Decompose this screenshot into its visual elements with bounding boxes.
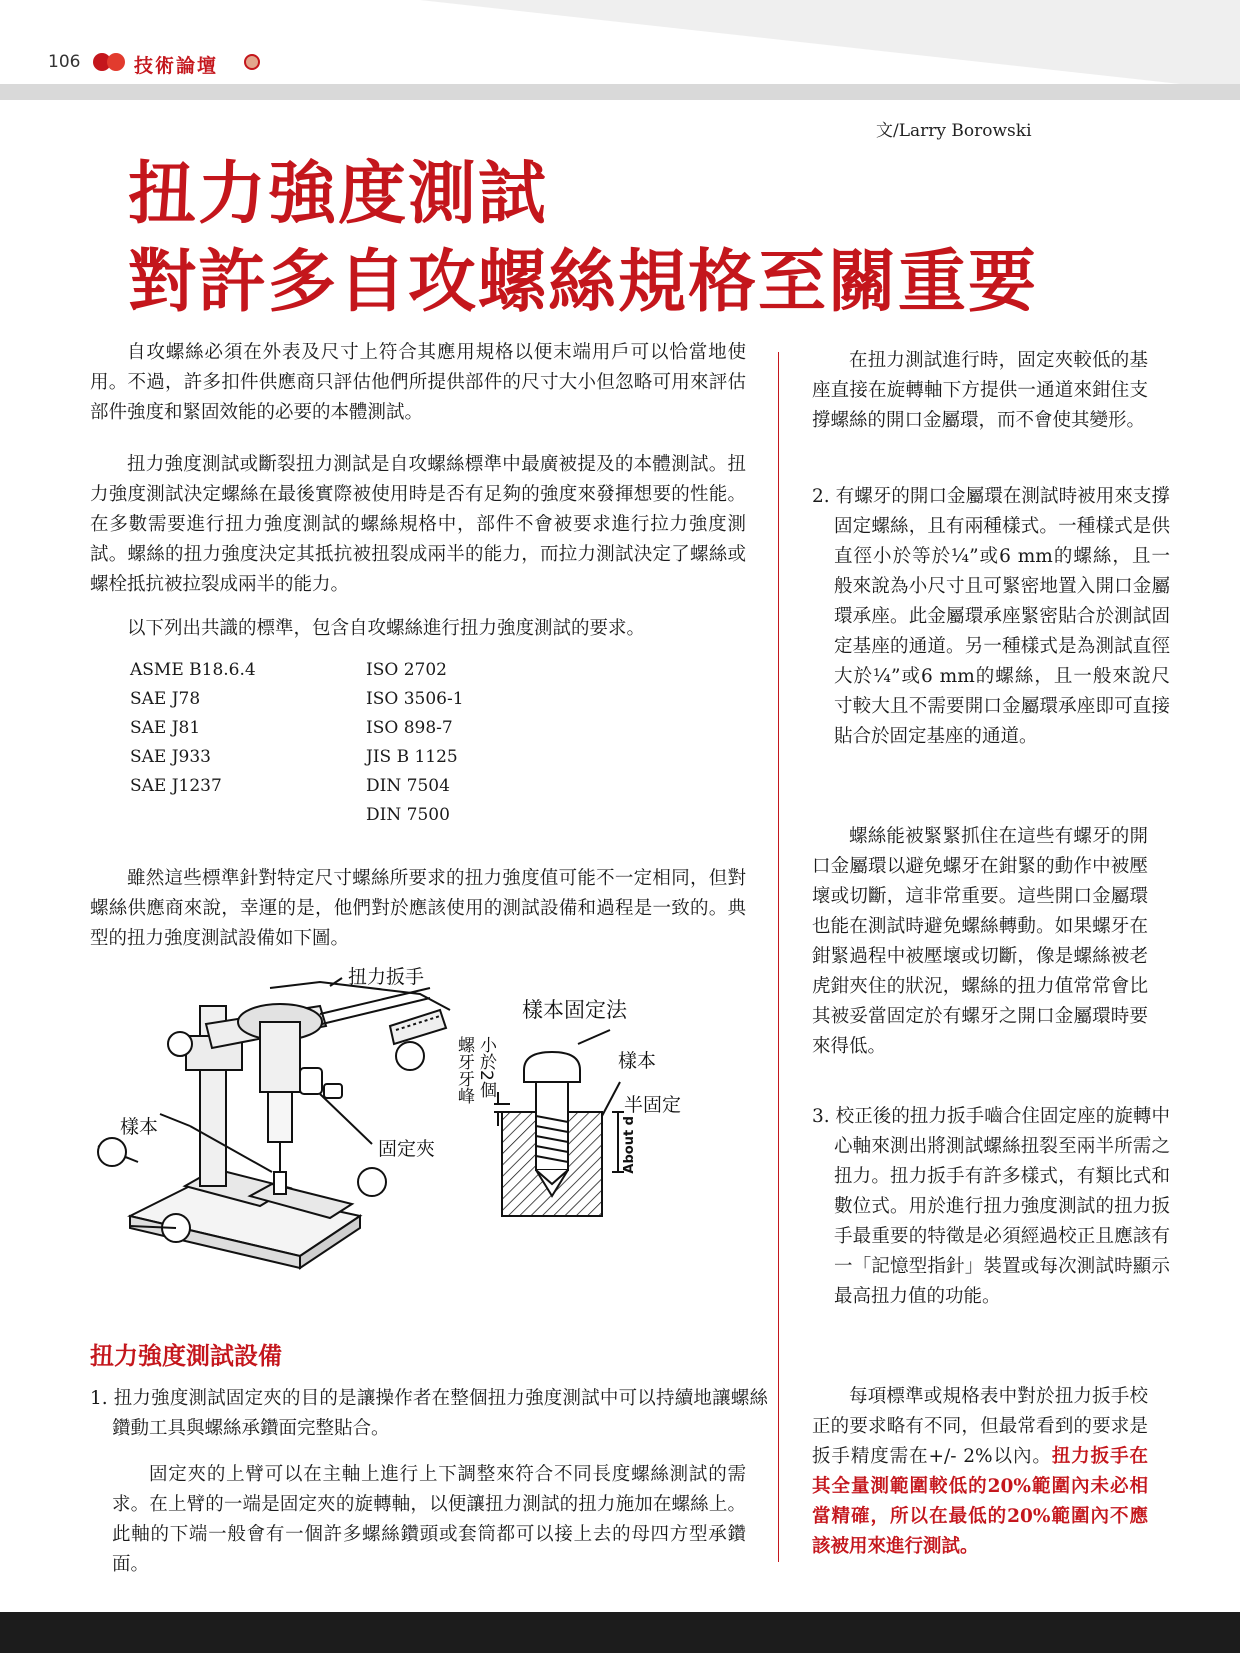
section-subheading: 扭力強度測試設備: [90, 1342, 282, 1370]
page-number: 106: [48, 52, 81, 72]
screw-holding-diagram: [494, 1030, 624, 1216]
standards-list-2: [366, 656, 464, 830]
label-sample-right: 樣本: [618, 1050, 657, 1072]
torsion-fixture-illustration: [90, 966, 740, 1284]
label-fixture: 固定夾: [378, 1138, 436, 1160]
standard-item: SAE J1237: [130, 776, 222, 796]
article-title-line2: 對許多自攻螺絲規格至關重要: [128, 242, 1039, 322]
column-divider: [778, 352, 779, 1562]
section-dots-icon: [92, 52, 128, 72]
standard-item: ISO 2702: [366, 660, 447, 680]
standard-item: DIN 7504: [366, 776, 450, 796]
label-torque-wrench: 扭力扳手: [348, 966, 425, 988]
label-thread-crest: 螺牙牙峰: [454, 1036, 474, 1104]
list-item-2: 2. 有螺牙的開口金屬環在測試時被用來支撐固定螺絲，且有兩種樣式。一種樣式是供直徑小於等於¼”或6 mm的螺絲，且一般來說為小尺寸且可緊密地置入開口金屬環承座。此金屬環承座緊密貼合於測試固定基座的通道。另一種樣式是為測試直徑大於¼”或6 mm的螺絲，且一般來說尺寸較大且不需要開口金屬環承座即可直接貼合於固定基座的通道。: [812, 486, 1170, 747]
header-band: [0, 0, 1240, 100]
intro-paragraph: 自攻螺絲必須在外表及尺寸上符合其應用規格以便末端用戶可以恰當地使用。不過，許多扣件供應商只評估他們所提供部件的尺寸大小但忽略可用來評估部件強度和緊固效能的必要的本體測試。: [90, 342, 746, 423]
label-less-than-two: 小於2個: [476, 1036, 496, 1098]
right-paragraph-2: 螺絲能被緊緊抓住在這些有螺牙的開口金屬環以避免螺牙在鉗緊的動作中被壓壞或切斷，這非常重要。這些開口金屬環也能在測試時避免螺絲轉動。如果螺牙在鉗緊過程中被壓壞或切斷，像是螺絲被老虎鉗夾住的狀況，螺絲的扭力值常常會比其被妥當固定於有螺牙之開口金屬環時要來得低。: [812, 826, 1148, 1057]
standard-item: ISO 898-7: [366, 718, 453, 738]
calibration-requirement-text: 每項標準或規格表中對於扭力扳手校正的要求略有不同，但最常看到的要求是扳手精度需在+/- 2%以內。: [812, 1386, 1148, 1467]
equipment-intro-paragraph: 雖然這些標準針對特定尺寸螺絲所要求的扭力強度值可能不一定相同，但對螺絲供應商來說，幸運的是，他們對於應該使用的測試設備和過程是一致的。典型的扭力強度測試設備如下圖。: [90, 868, 746, 949]
standard-item: DIN 7500: [366, 805, 450, 825]
right-paragraph-1: 在扭力測試進行時，固定夾較低的基座直接在旋轉軸下方提供一通道來鉗住支撐螺絲的開口金屬環，而不會使其變形。: [812, 350, 1148, 431]
footer-bar: [0, 1612, 1240, 1653]
torsion-definition-paragraph: 扭力強度測試或斷裂扭力測試是自攻螺絲標準中最廣被提及的本體測試。扭力強度測試決定螺絲在最後實際被使用時是否有足夠的強度來發揮想要的性能。在多數需要進行扭力強度測試的螺絲規格中，部件不會被要求進行拉力強度測試。螺絲的扭力強度決定其抵抗被扭裂成兩半的能力，而拉力測試決定了螺絲或螺栓抵抗被拉裂成兩半的能力。: [90, 454, 746, 595]
standards-list-1: [130, 656, 256, 801]
list-item-3: 3. 校正後的扭力扳手嚙合住固定座的旋轉中心軸來測出將測試螺絲扭裂至兩半所需之扭力。扭力扳手有許多樣式，有類比式和數位式。用於進行扭力強度測試的扭力扳手最重要的特徵是必須經過校正且應該有一「記憶型指針」裝置或每次測試時顯示最高扭力值的功能。: [812, 1106, 1170, 1307]
list-item-1: 1. 扭力強度測試固定夾的目的是讓操作者在整個扭力強度測試中可以持續地讓螺絲鑽動工具與螺絲承鑽面完整貼合。: [90, 1388, 768, 1439]
list-item-1-detail: 固定夾的上臂可以在主軸上進行上下調整來符合不同長度螺絲測試的需求。在上臂的一端是固定夾的旋轉軸，以便讓扭力測試的扭力施加在螺絲上。此軸的下端一般會有一個許多螺絲鑽頭或套筒都可以接上去的母四方型承鑽面。: [112, 1464, 746, 1575]
standard-item: SAE J933: [130, 747, 211, 767]
standard-item: JIS B 1125: [366, 747, 458, 767]
standard-item: SAE J78: [130, 689, 201, 709]
section-end-dot-icon: [244, 54, 260, 70]
standard-item: ISO 3506-1: [366, 689, 464, 709]
article-title-line1: 扭力強度測試: [128, 154, 549, 234]
label-semi-fixed: 半固定: [624, 1094, 682, 1116]
standards-intro: 以下列出共識的標準，包含自攻螺絲進行扭力強度測試的要求。: [127, 618, 646, 639]
label-about-d: About d: [622, 1116, 637, 1174]
author-byline: 文/Larry Borowski: [876, 121, 1032, 141]
section-label: 技術論壇: [134, 55, 219, 77]
label-holding-method: 樣本固定法: [522, 998, 627, 1022]
standard-item: SAE J81: [130, 718, 201, 738]
standard-item: ASME B18.6.4: [130, 660, 256, 680]
right-paragraph-3: [812, 1382, 1148, 1562]
label-sample: 樣本: [120, 1116, 159, 1138]
torsion-test-figure: [90, 966, 740, 1284]
calibration-warning-text: 扭力扳手在其全量測範圍較低的20%範圍內未必相當精確，所以在最低的20%範圍內不應該被用來進行測試。: [812, 1446, 1148, 1557]
